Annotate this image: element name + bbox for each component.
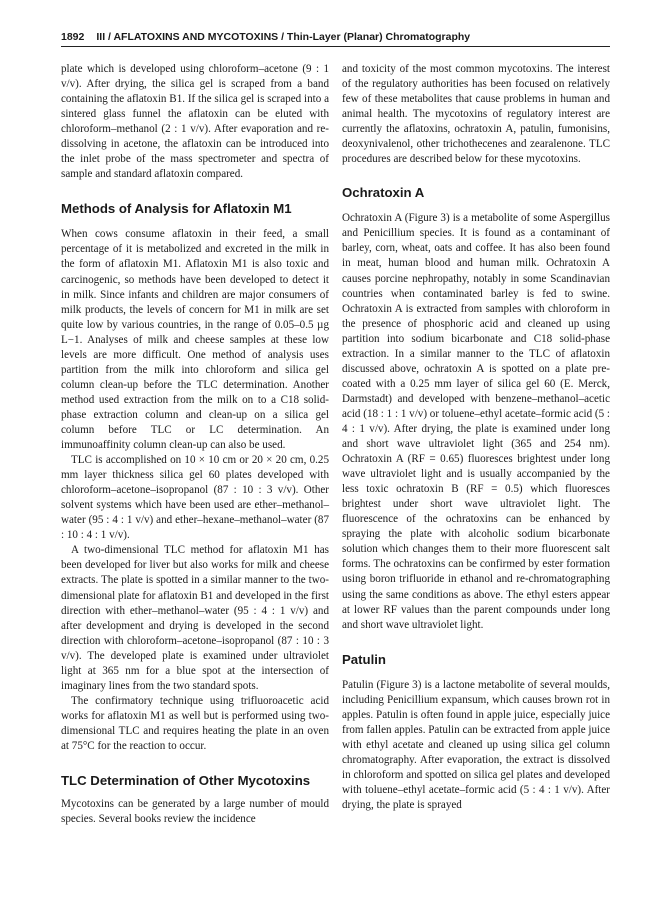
- paragraph-continuation-right: and toxicity of the most common mycotoxins. The interest of the regulatory authorities has been focused on relatively few of these metabolites that cause problems in human and animal health. The mycotoxins of regulatory interest are currently the aflatoxins, ochratoxin A, patulin, fumonisins, deoxynivalenol, other trichothecenes and zearalenone. TLC procedures are described below for these mycotoxins.: [342, 63, 610, 166]
- paragraph-methods-4: The confirmatory technique using trifluoroacetic acid works for aflatoxin M1 as well but is performed using two-dimensional TLC and requires heating the plate in an oven at 75°C for the reaction to occur.: [61, 694, 329, 752]
- right-column: [342, 62, 610, 813]
- paragraph-ochratoxin: Ochratoxin A (Figure 3) is a metabolite of some Aspergillus and Penicillium species. It is found as a contaminant of barley, corn, wheat, oats and coffee. It has also been found in meat, human blood and human milk. Ochratoxin A causes porcine nephropathy, notably in some Scandinavian countries when contaminated barley is fed to swine. Ochratoxin A is extracted from samples with chloroform in the presence of phosphoric acid and cleaned up using partition into sodium bicarbonate and C18 solid-phase extraction. In a similar manner to the TLC of aflatoxin discussed above, ochratoxin A is spotted on a plate pre-coated with a 0.25 mm layer of silica gel 60 (E. Merck, Darmstadt) and developed with benzene–methanol–acetic acid (18 : 1 : 1 v/v) or toluene–ethyl acetate–formic acid (5 : 4 : 1 v/v). After drying, the plate is examined under long and short wave ultraviolet light (365 and 254 nm). Ochratoxin A (RF = 0.65) fluoresces brightest under long wave ultraviolet light and is usually accompanied by the less toxic ochratoxin B (RF = 0.5) which fluoresces brightest under short wave ultraviolet light. The fluorescence of the ochratoxins can be enhanced by spraying the plate with alcoholic sodium bicarbonate solution which changes them to their more fluorescent salt forms. The ochratoxins can be confirmed by ester formation using boron trifluoride in ethanol and re-chromatographing using the same conditions as above. The ethyl esters appear at lower RF values than the parent compounds under long and short wave ultraviolet light.: [342, 212, 610, 631]
- paragraph-methods-2: TLC is accomplished on 10 × 10 cm or 20 × 20 cm, 0.25 mm layer thickness silica gel 60 plates developed with chloroform–acetone–isopropanol (87 : 10 : 3 v/v). Other solvent systems which have been used are ether–methanol–water (95 : 4 : 1 v/v) and ether–hexane–methanol–water (87 : 10 : 4 : 1 v/v).: [61, 454, 329, 542]
- heading-patulin: Patulin: [342, 651, 386, 667]
- heading-tlc-other-mycotoxins: TLC Determination of Other Mycotoxins: [61, 773, 311, 789]
- left-column: [61, 62, 329, 827]
- paragraph-methods-1: When cows consume aflatoxin in their feed, a small percentage of it is metabolized and excreted in the milk in the form of aflatoxin M1. Aflatoxin M1 is also toxic and carcinogenic, so methods have been developed to detect it in milk. Since infants and children are major consumers of milk products, the levels of concern for M1 in milk are set quite low by various countries, in the range of 0.05–0.5 µg L−1. Analyses of milk and cheese samples at these low levels are more difficult. One method of analysis uses partition from the milk into chloroform and silica gel column clean-up before the TLC determination. Another method used extraction from the milk on to a C18 solid-phase extraction column and clean-up on a silica gel column before TLC or LC determination. An immunoaffinity column clean-up can also be used.: [61, 228, 329, 452]
- heading-methods-aflatoxin-m1: Methods of Analysis for Aflatoxin M1: [61, 201, 292, 217]
- running-header: [61, 30, 608, 44]
- paragraph-continuation: plate which is developed using chloroform–acetone (9 : 1 v/v). After drying, the silica gel is scraped from a band containing the aflatoxin B1. If the silica gel is scraped into a sintered glass funnel the aflatoxin can be eluted with chloroform–methanol (2 : 1 v/v). After evaporation and re-dissolving in acetone, the aflatoxin can be introduced into the inlet probe of the mass spectrometer and spectra of sample and standard aflatoxin compared.: [61, 63, 329, 181]
- paragraph-methods-3: A two-dimensional TLC method for aflatoxin M1 has been developed for liver but also works for milk and cheese extracts. The plate is spotted in a similar manner to the two-dimensional plate for aflatoxin B1 and developed in the first direction with ether–methanol–water (95 : 4 : 1 v/v) and after development and drying is developed in the second direction with chloroform–acetone–isopropanol (87 : 10 : 3 v/v). The developed plate is examined under ultraviolet light at 365 nm for a blue spot at the intersection of imaginary lines from the two standard spots.: [61, 544, 329, 692]
- header-rule: [61, 46, 610, 47]
- page-number: 1892: [61, 31, 85, 43]
- heading-ochratoxin-a: Ochratoxin A: [342, 185, 425, 201]
- running-title: III / AFLATOXINS AND MYCOTOXINS / Thin-Layer (Planar) Chromatography: [96, 31, 471, 43]
- paragraph-patulin: Patulin (Figure 3) is a lactone metabolite of several moulds, including Penicillium expansum, which causes brown rot in apples. Patulin is often found in apple juice, especially juice from fallen apples. Patulin can be extracted from apple juice with ethyl acetate and cleaned up using silica gel column chromatography. After evaporation, the extract is dissolved in chloroform and spotted on silica gel plates and developed with toluene–ethyl acetate–formic acid (5 : 4 : 1 v/v). After drying, the plate is sprayed: [342, 678, 610, 812]
- paragraph-tlc-other: Mycotoxins can be generated by a large number of mould species. Several books review the incidence: [61, 798, 329, 826]
